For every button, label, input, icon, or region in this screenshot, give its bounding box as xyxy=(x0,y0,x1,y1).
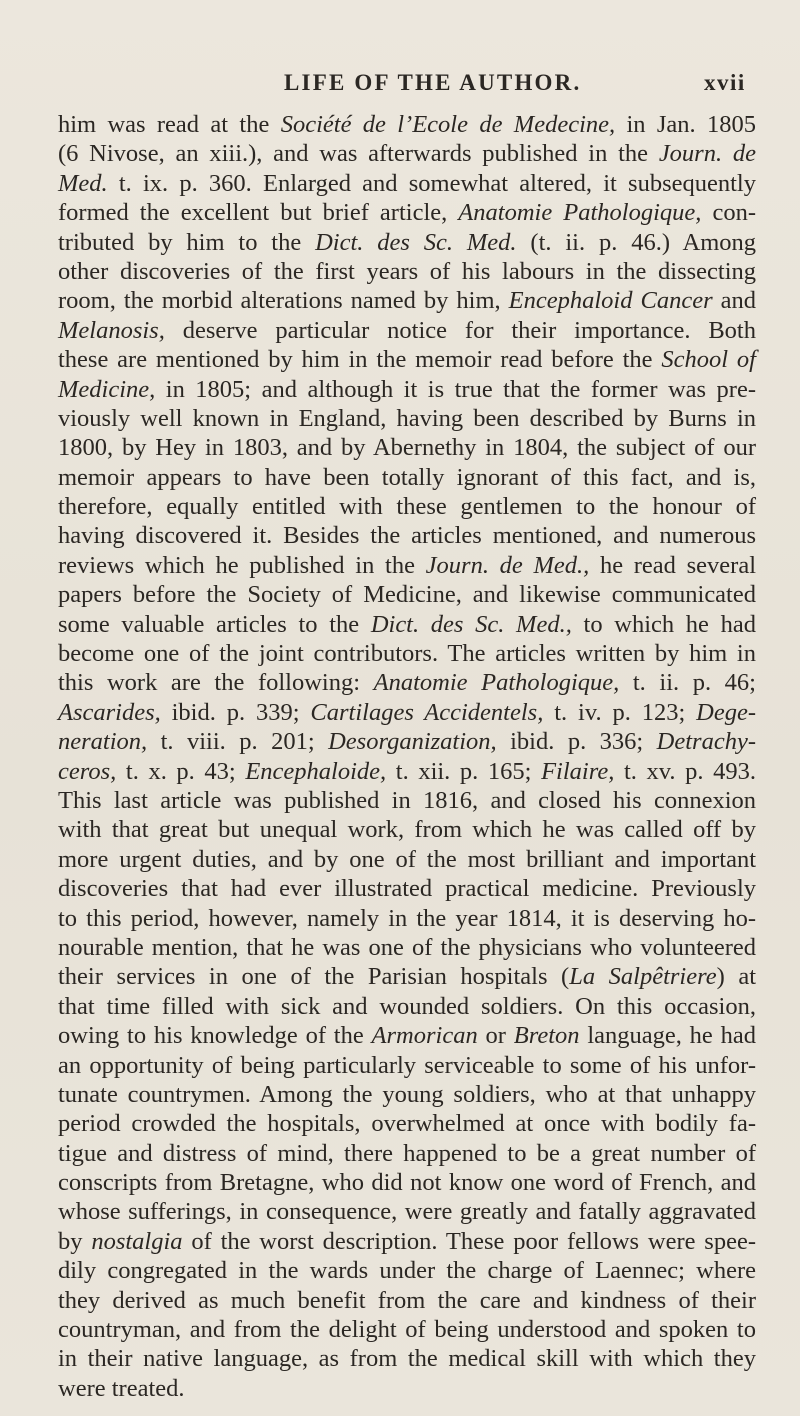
text-run: or xyxy=(477,1022,514,1050)
text-line xyxy=(58,463,756,492)
text-run: memoir appears to have been totally ignorant of this fact, and is, xyxy=(58,463,756,491)
italic-run: Detrachy- xyxy=(656,728,756,756)
text-run: formed the excellent but brief article, xyxy=(58,199,459,227)
italic-run: ceros, xyxy=(58,757,117,785)
text-line xyxy=(58,492,756,521)
italic-run: Dict. des Sc. Med., xyxy=(370,610,572,638)
text-line xyxy=(58,610,756,639)
text-run: reviews which he published in the xyxy=(58,551,426,579)
text-run: with that great but unequal work, from which he was called off by xyxy=(58,816,756,844)
text-line xyxy=(58,874,756,903)
page-number: xvii xyxy=(704,70,746,95)
text-line xyxy=(58,757,756,786)
italic-run: Filaire, xyxy=(541,757,615,785)
italic-run: nostalgia xyxy=(91,1227,183,1255)
text-run: were treated. xyxy=(58,1374,185,1402)
text-line xyxy=(58,1227,756,1256)
italic-run: Desorganization, xyxy=(328,728,497,756)
italic-run: neration, xyxy=(58,728,148,756)
text-line xyxy=(58,198,756,227)
text-run: to this period, however, namely in the year 1814, it is deserving ho- xyxy=(58,904,756,932)
text-run: of the worst description. These poor fellows were spee- xyxy=(182,1227,756,1255)
text-line xyxy=(58,228,756,257)
text-run: this work are the following: xyxy=(58,669,374,697)
text-run: nourable mention, that he was one of the physicians who volunteered xyxy=(58,933,756,961)
text-run: deserve particular notice for their importance. Both xyxy=(164,316,756,344)
text-run: (t. ii. p. 46.) Among xyxy=(516,228,756,256)
text-run: t. xii. p. 165; xyxy=(386,757,542,785)
text-run: t. xv. p. 493. xyxy=(614,757,756,785)
text-line xyxy=(58,1021,756,1050)
text-line xyxy=(58,551,756,580)
text-line xyxy=(58,1080,756,1109)
text-run: ) at xyxy=(716,963,757,991)
text-run: some valuable articles to the xyxy=(58,610,371,638)
text-line xyxy=(58,257,756,286)
text-line xyxy=(58,1109,756,1138)
text-run: t. x. p. 43; xyxy=(116,757,246,785)
text-line xyxy=(58,904,756,933)
text-line xyxy=(58,639,756,668)
text-line xyxy=(58,345,756,374)
text-run: t. viii. p. 201; xyxy=(147,728,329,756)
text-line xyxy=(58,1168,756,1197)
italic-run: School of xyxy=(661,346,756,374)
text-line xyxy=(58,786,756,815)
italic-run: Melanosis, xyxy=(58,316,165,344)
text-line xyxy=(58,433,756,462)
text-line xyxy=(58,1139,756,1168)
italic-run: Dege- xyxy=(696,698,757,726)
italic-run: Encephaloid Cancer xyxy=(508,287,713,315)
running-head-title: LIFE OF THE AUTHOR. xyxy=(284,70,582,95)
text-run: him was read at the xyxy=(58,111,281,138)
text-run: t. ix. p. 360. Enlarged and somewhat altered, it subsequently xyxy=(107,169,756,197)
italic-run: Cartilages Accidentels, xyxy=(310,698,544,726)
text-line xyxy=(58,698,756,727)
text-run: other discoveries of the first years of his labours in the dissecting xyxy=(58,257,756,285)
text-run: owing to his knowledge of the xyxy=(58,1022,372,1050)
text-line xyxy=(58,992,756,1021)
text-line xyxy=(58,580,756,609)
text-line xyxy=(58,110,756,139)
italic-run: Journ. de xyxy=(658,140,756,168)
text-line xyxy=(58,1286,756,1315)
text-run: he read several xyxy=(589,551,757,579)
text-run: dily congregated in the wards under the charge of Laennec; where xyxy=(58,1257,756,1285)
text-run: in their native language, as from the medical skill with which they xyxy=(58,1345,756,1373)
text-run: become one of the joint contributors. The articles written by him in xyxy=(58,640,756,668)
text-run: ibid. p. 336; xyxy=(496,728,657,756)
text-run: discoveries that had ever illustrated practical medicine. Previously xyxy=(58,875,756,903)
text-line xyxy=(58,668,756,697)
text-run: con- xyxy=(701,199,756,227)
text-run: papers before the Society of Medicine, and likewise communicated xyxy=(58,581,756,609)
text-run: t. ii. p. 46; xyxy=(619,669,756,697)
text-run: tigue and distress of mind, there happened to be a great number of xyxy=(58,1139,756,1167)
text-run: tributed by him to the xyxy=(58,228,316,256)
text-line xyxy=(58,1315,756,1344)
text-line xyxy=(58,286,756,315)
text-run: to which he had xyxy=(571,610,756,638)
text-line xyxy=(58,521,756,550)
text-run: viously well known in England, having been described by Burns in xyxy=(58,404,756,432)
text-run: they derived as much benefit from the care and kindness of their xyxy=(58,1286,756,1314)
text-run: an opportunity of being particularly serviceable to some of his unfor- xyxy=(58,1051,756,1079)
text-run: whose sufferings, in consequence, were greatly and fatally aggravated xyxy=(58,1198,756,1226)
text-run: tunate countrymen. Among the young soldiers, who at that unhappy xyxy=(58,1080,756,1108)
body-text xyxy=(58,110,756,1403)
text-run: room, the morbid alterations named by him, xyxy=(58,287,509,315)
italic-run: Dict. des Sc. Med. xyxy=(315,228,517,256)
text-line xyxy=(58,1197,756,1226)
italic-run: Journ. de Med., xyxy=(425,551,590,579)
text-line xyxy=(58,139,756,168)
text-run: period crowded the hospitals, overwhelmed at once with bodily fa- xyxy=(58,1110,756,1138)
text-run: in 1805; and although it is true that the former was pre- xyxy=(155,375,756,403)
text-line xyxy=(58,962,756,991)
running-head xyxy=(0,70,800,106)
text-line xyxy=(58,375,756,404)
text-line xyxy=(58,1256,756,1285)
italic-run: Anatomie Pathologique, xyxy=(458,199,702,227)
text-line xyxy=(58,815,756,844)
italic-run: Ascarides, xyxy=(58,698,161,726)
text-line xyxy=(58,169,756,198)
text-line xyxy=(58,1344,756,1373)
text-run: language, he had xyxy=(579,1022,756,1050)
text-run: 1800, by Hey in 1803, and by Abernethy in 1804, the subject of our xyxy=(58,434,756,462)
text-line xyxy=(58,1374,756,1403)
text-run: their services in one of the Parisian hospitals ( xyxy=(58,963,570,991)
text-run: that time filled with sick and wounded soldiers. On this occasion, xyxy=(58,992,756,1020)
text-line xyxy=(58,1051,756,1080)
italic-run: Société de l’Ecole de Medecine, xyxy=(280,111,616,138)
text-run: by xyxy=(58,1227,92,1255)
text-line xyxy=(58,404,756,433)
italic-run: Breton xyxy=(513,1022,580,1050)
text-run: conscripts from Bretagne, who did not know one word of French, and xyxy=(58,1169,756,1197)
text-run: more urgent duties, and by one of the most brilliant and important xyxy=(58,845,756,873)
text-run: having discovered it. Besides the articles mentioned, and numerous xyxy=(58,522,756,550)
text-run: therefore, equally entitled with these gentlemen to the honour of xyxy=(58,493,756,521)
text-line xyxy=(58,316,756,345)
italic-run: Anatomie Pathologique, xyxy=(373,669,620,697)
text-run: countryman, and from the delight of being understood and spoken to xyxy=(58,1316,756,1344)
text-line xyxy=(58,933,756,962)
text-line xyxy=(58,727,756,756)
italic-run: Armorican xyxy=(371,1022,478,1050)
text-run: (6 Nivose, an xiii.), and was afterwards published in the xyxy=(58,140,659,168)
text-run: t. iv. p. 123; xyxy=(543,698,697,726)
italic-run: Encephaloide, xyxy=(245,757,387,785)
text-run: ibid. p. 339; xyxy=(160,698,311,726)
italic-run: La Salpêtriere xyxy=(569,963,717,991)
text-line xyxy=(58,845,756,874)
italic-run: Medicine, xyxy=(58,375,156,403)
text-run: in Jan. 1805 xyxy=(615,111,757,138)
text-run: This last article was published in 1816, and closed his connexion xyxy=(58,786,756,814)
italic-run: Med. xyxy=(58,169,108,197)
text-run: and xyxy=(712,287,757,315)
text-run: these are mentioned by him in the memoir read before the xyxy=(58,346,662,374)
